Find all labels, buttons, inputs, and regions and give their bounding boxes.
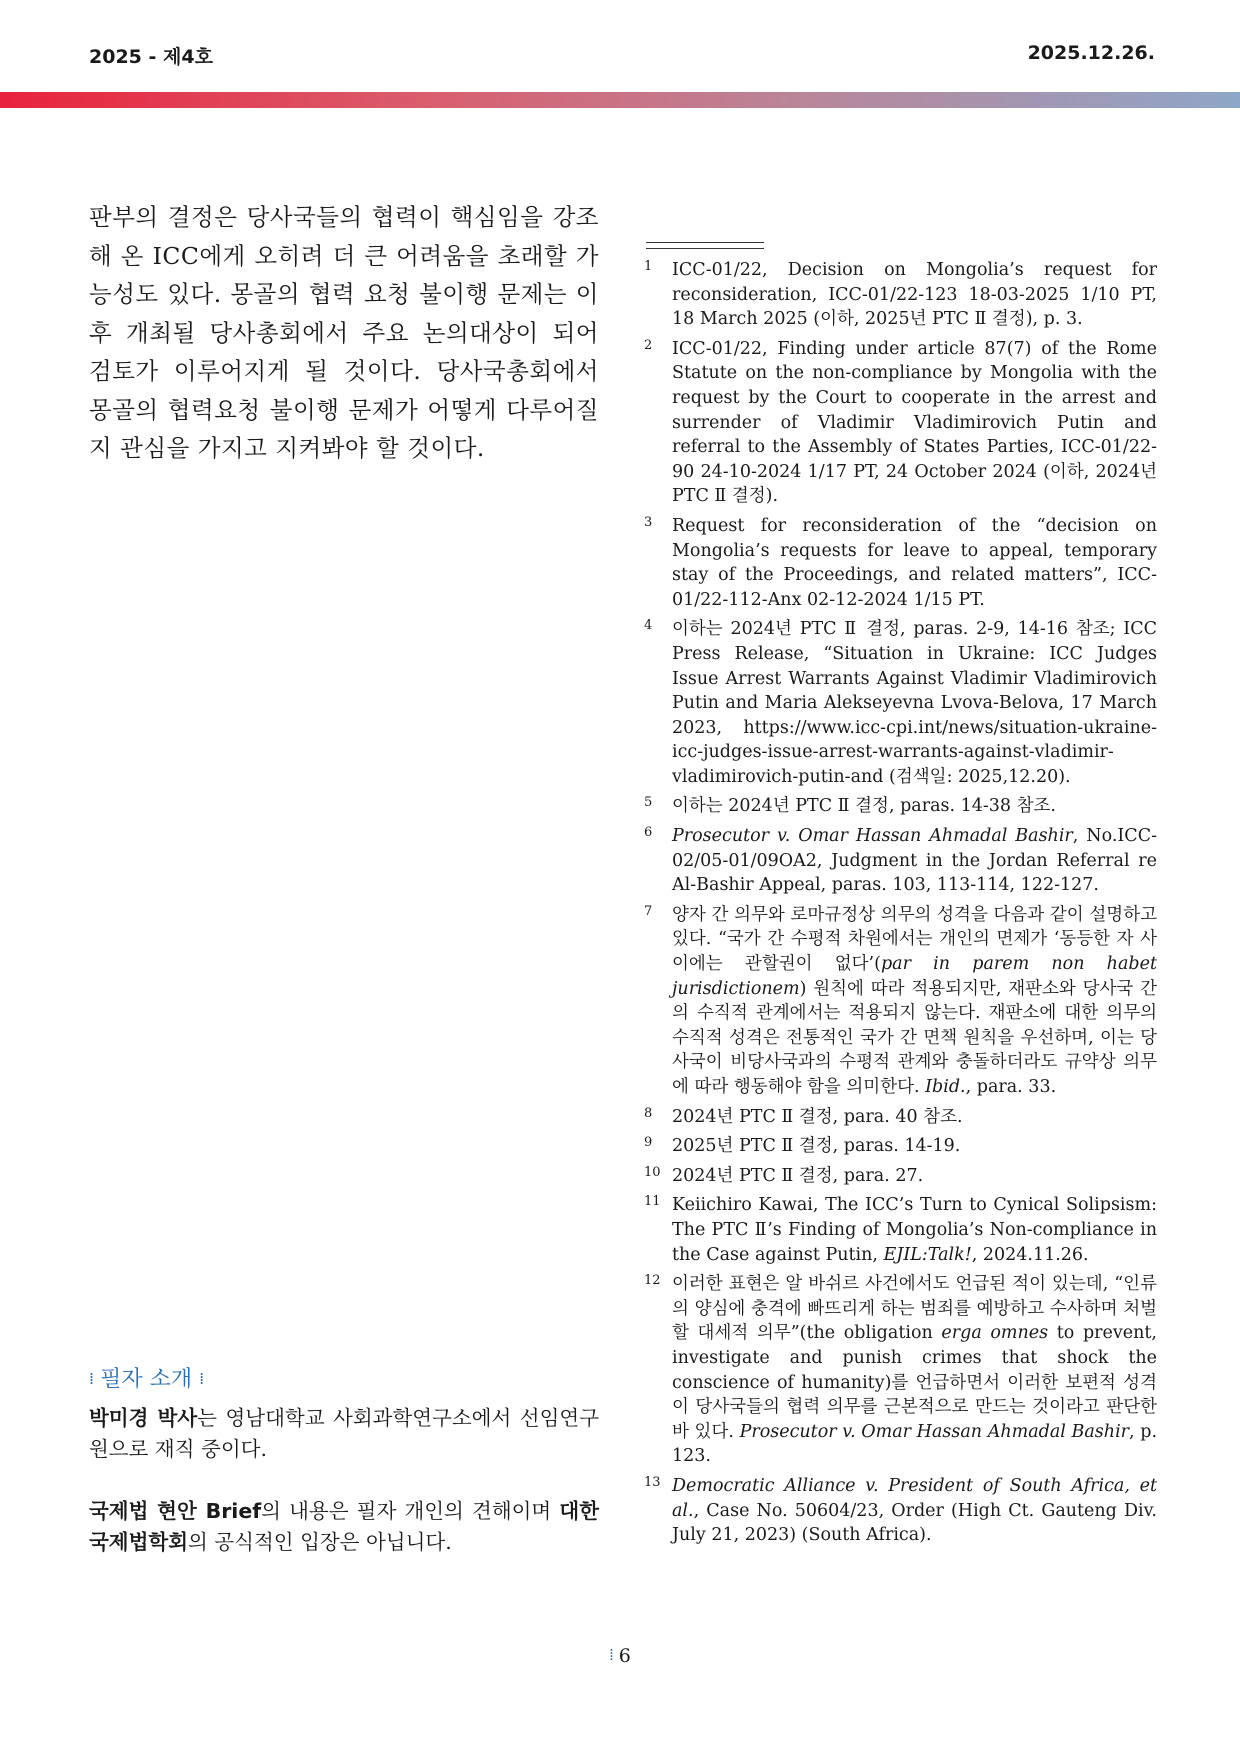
footnote-number: 1 xyxy=(644,259,653,274)
footnote-text: 2025년 PTC Ⅱ 결정, paras. 14-19. xyxy=(672,1136,961,1157)
footnote-text xyxy=(672,1476,1157,1545)
disclaimer xyxy=(89,1496,599,1558)
footnote xyxy=(644,258,1157,332)
footnote-text: 2024년 PTC Ⅱ 결정, para. 40 참조. xyxy=(672,1106,963,1127)
footnote-number: 8 xyxy=(644,1105,653,1121)
footnote-number: 2 xyxy=(644,337,653,353)
latin-phrase: par in parem non habet jurisdictionem xyxy=(672,954,1157,999)
footnote-divider xyxy=(646,242,764,249)
footnote xyxy=(644,1193,1157,1267)
footnote-number: 4 xyxy=(644,618,653,634)
footnote xyxy=(644,1272,1157,1469)
footnote-number: 11 xyxy=(644,1194,661,1210)
disclaimer-text: 의 내용은 필자 개인의 견해이며 xyxy=(261,1499,560,1523)
footnote-text-part: , para. 33. xyxy=(965,1077,1057,1097)
footnote xyxy=(644,514,1157,612)
case-name: Democratic Alliance v. President of South Africa, et al. xyxy=(672,1475,1157,1521)
footnote-text-part: Keiichiro Kawai, The ICC’s Turn to Cynical Solipsism: The PTC Ⅱ’s Finding of Mongolia’s Non-compliance in the Case against Putin, xyxy=(672,1195,1157,1265)
brief-name: 국제법 현안 Brief xyxy=(89,1499,262,1523)
header-color-band xyxy=(0,92,1240,108)
footnote xyxy=(644,617,1157,789)
page-number-value: 6 xyxy=(618,1645,631,1667)
dots-icon: ⁞ xyxy=(199,1369,204,1388)
footnote-number: 10 xyxy=(644,1164,661,1180)
footnote-text-part: 양자 간 의무와 로마규정상 의무의 성격을 다음과 같이 설명하고 있다. “국가 간 수평적 차원에서는 개인의 면제가 ‘동등한 자 사이에는 관할권이 없다’( xyxy=(672,904,1157,975)
footnote-text-part: ) 원칙에 따라 적용되지만, 재판소와 당사국 간의 수직적 관계에서는 적용되지 않는다. 재판소에 대한 의무의 수직적 성격은 전통적인 국가 간 면책 원칙을 우선하며, 이는 당사국이 비당사국과의 수평적 관계와 충돌하더라도 규약상 의무에 따라 행동해야 함을 의미한다. xyxy=(672,978,1157,1097)
dots-icon: ⁞ xyxy=(609,1645,613,1664)
author-intro xyxy=(89,1403,599,1558)
footnote xyxy=(644,824,1157,898)
author-section-title xyxy=(89,1362,203,1393)
footnote-text xyxy=(672,1274,1157,1466)
footnote-number: 3 xyxy=(644,514,653,530)
footnote-number: 7 xyxy=(644,903,653,919)
footnote xyxy=(644,903,1157,1100)
issue-label: 2025 - 제4호 xyxy=(89,46,213,68)
footnote-number: 12 xyxy=(644,1273,661,1289)
latin-phrase: erga omnes xyxy=(941,1323,1049,1344)
footnote xyxy=(644,794,1157,819)
author-bio-text: 는 영남대학교 사회과학연구소에서 선임연구원으로 재직 중이다. xyxy=(89,1406,600,1461)
footnote-text-part: , p. 123. xyxy=(672,1421,1158,1467)
footnote-number: 5 xyxy=(644,795,653,811)
author-bio xyxy=(89,1403,599,1465)
footnote xyxy=(644,1474,1157,1548)
footnotes-list xyxy=(644,258,1157,1553)
author-section-label: 필자 소개 xyxy=(100,1367,193,1392)
footnote-text: ICC-01/22, Finding under article 87(7) of the Rome Statute on the non-compliance by Mongolia with the request by the Court to cooperate in the arrest and surrender of Vladimir Vladimirovich Putin and referral to the Assembly of States Parties, ICC-01/22-90 24-10-2024 1/17 PT, 24 October 2024 (이하, 2024년 PTC Ⅱ 결정). xyxy=(672,338,1157,507)
footnote-text: Request for reconsideration of the “decision on Mongolia’s requests for leave to appeal, temporary stay of the Proceedings, and related matters”, ICC-01/22-112-Anx 02-12-2024 1/15 PT. xyxy=(672,515,1157,610)
footnote xyxy=(644,1134,1157,1159)
disclaimer-text-end: 의 공식적인 입장은 아닙니다. xyxy=(188,1530,452,1554)
footnote-text xyxy=(672,1195,1157,1264)
journal-name: EJIL:Talk! xyxy=(883,1244,972,1265)
footnote-number: 13 xyxy=(644,1474,661,1490)
page-number xyxy=(0,1645,1240,1667)
author-name: 박미경 박사 xyxy=(89,1406,198,1430)
footnote-text-part: , No.ICC-02/05-01/09OA2, Judgment in the Jordan Referral re Al-Bashir Appeal, paras. 103, 113-114, 122-127. xyxy=(672,826,1157,896)
footnote-text-part: 이러한 표현은 알 바쉬르 사건에서도 언급된 적이 있는데, “인류의 양심에 충격에 빠뜨리게 하는 범죄를 예방하고 수사하며 처벌할 대세적 의무”(the obligation xyxy=(672,1274,1157,1344)
footnote xyxy=(644,1105,1157,1130)
footnote-text: 이하는 2024년 PTC Ⅱ 결정, paras. 14-38 참조. xyxy=(672,796,1056,817)
body-paragraph: 판부의 결정은 당사국들의 협력이 핵심임을 강조해 온 ICC에게 오히려 더 큰 어려움을 초래할 가능성도 있다. 몽골의 협력 요청 불이행 문제는 이후 개최될 당사총회에서 주요 논의대상이 되어 검토가 이루어지게 될 것이다. 당사국총회에서 몽골의 협력요청 불이행 문제가 어떻게 다루어질지 관심을 가지고 지켜봐야 할 것이다. xyxy=(89,203,599,462)
footnote xyxy=(644,1164,1157,1189)
footnote-text: 이하는 2024년 PTC Ⅱ 결정, paras. 2-9, 14-16 참조; ICC Press Release, “Situation in Ukraine: ICC Judges Issue Arrest Warrants Against Vladimir Vladimirovich Putin and Maria Alekseyevna Lvova-Belova, 17 March 2023, https://www.icc-cpi.int/news/situation-ukraine-icc-judges-issue-arrest-warrants-against-vladimir-vladimirovich-putin-and (검색일: 2025,12.20). xyxy=(672,619,1157,787)
footnote-text xyxy=(672,905,1157,1097)
footnote xyxy=(644,337,1157,509)
footnote-number: 6 xyxy=(644,825,653,841)
footnote-text: ICC-01/22, Decision on Mongolia’s request for reconsideration, ICC-01/22-123 18-03-2025 1/10 PT, 18 March 2025 (이하, 2025년 PTC Ⅱ 결정), p. 3. xyxy=(672,260,1157,330)
footnote-text xyxy=(672,826,1157,895)
case-name: Prosecutor v. Omar Hassan Ahmadal Bashir xyxy=(672,826,1073,847)
footnote-text-part: , Case No. 50604/23, Order (High Ct. Gauteng Div. July 21, 2023) (South Africa). xyxy=(672,1500,1157,1546)
dots-icon: ⁞ xyxy=(89,1369,94,1388)
footnote-number: 9 xyxy=(644,1135,653,1151)
footnote-text: 2024년 PTC Ⅱ 결정, para. 27. xyxy=(672,1165,924,1186)
issue-date: 2025.12.26. xyxy=(1027,42,1155,64)
footnote-text-part: , 2024.11.26. xyxy=(971,1244,1089,1265)
ibid-ref: Ibid. xyxy=(925,1077,966,1097)
body-column xyxy=(89,198,599,468)
society-name: 대한국제법학회 xyxy=(89,1499,599,1554)
case-name: Prosecutor v. Omar Hassan Ahmadal Bashir xyxy=(739,1421,1130,1442)
footnote-text-part: to prevent, investigate and punish crimes that shock the conscience of humanity)를 언급하면서 이러한 보편적 성격이 당사국들의 협력 의무를 근본적으로 만드는 것이라고 판단한 바 있다. xyxy=(672,1323,1157,1442)
